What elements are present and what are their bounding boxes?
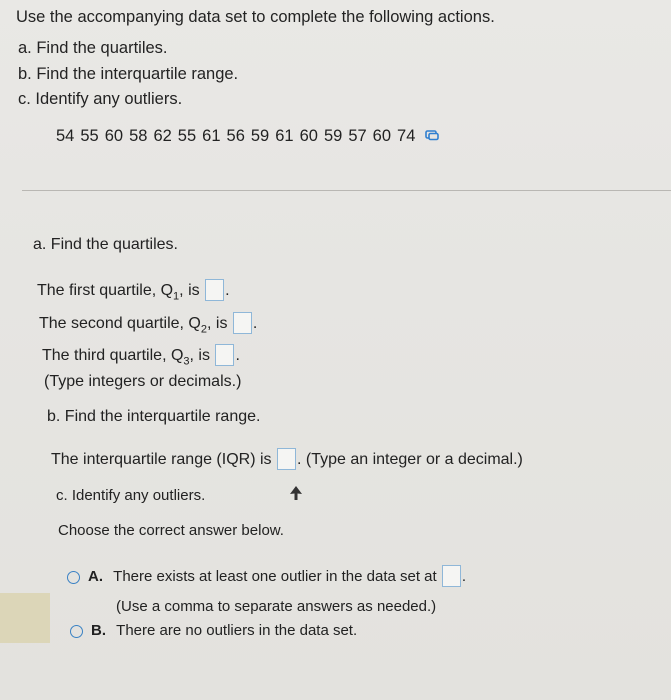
data-value: 55: [80, 127, 99, 145]
data-value: 60: [372, 127, 392, 145]
q2-label-tail: , is: [207, 315, 228, 333]
iqr-answer-input[interactable]: [277, 448, 296, 470]
left-highlight: [0, 593, 50, 643]
q1-answer-input[interactable]: [205, 279, 224, 301]
data-value: 62: [153, 127, 172, 145]
option-a-text: There exists at least one outlier in the data set at: [113, 567, 437, 585]
q3-label-tail: , is: [189, 347, 210, 365]
q2-subscript: 2: [200, 323, 207, 336]
q3-subscript: 3: [183, 355, 190, 368]
part-a-hint: (Type integers or decimals.): [44, 373, 242, 390]
q3-period: .: [235, 347, 240, 365]
iqr-hint: (Type an integer or a decimal.): [305, 451, 523, 469]
data-value: 59: [323, 127, 343, 145]
q1-period: .: [225, 282, 230, 300]
instruction-b: b. Find the interquartile range.: [18, 65, 239, 83]
part-c-heading: c. Identify any outliers.: [56, 487, 206, 504]
option-a[interactable]: [67, 566, 466, 588]
data-value: 55: [177, 127, 197, 145]
data-value: 54: [56, 127, 75, 145]
q3-label: The third quartile, Q: [42, 347, 184, 365]
q1-label: The first quartile, Q: [37, 282, 174, 300]
option-a-radio[interactable]: [67, 571, 80, 584]
option-b-text: There are no outliers in the data set.: [116, 622, 358, 639]
q3-answer-input[interactable]: [215, 344, 234, 366]
data-value: 61: [202, 127, 221, 145]
q2-period: .: [252, 315, 258, 333]
option-b-letter: B.: [91, 622, 106, 639]
data-value: 74: [397, 127, 416, 145]
part-b-heading: b. Find the interquartile range.: [47, 408, 261, 425]
data-value: 56: [226, 127, 245, 145]
data-value: 60: [104, 127, 124, 145]
q1-subscript: 1: [173, 290, 180, 303]
iqr-period: .: [296, 451, 302, 469]
instruction-a: a. Find the quartiles.: [18, 39, 168, 57]
option-a-letter: A.: [88, 567, 103, 585]
part-a-heading: a. Find the quartiles.: [33, 236, 178, 253]
mouse-cursor-icon: [290, 486, 302, 505]
q2-row: [39, 313, 257, 335]
option-b[interactable]: [70, 622, 357, 639]
q1-row: [37, 280, 230, 302]
copy-data-icon[interactable]: [425, 127, 439, 146]
data-value: 57: [348, 127, 367, 145]
data-value: 61: [275, 127, 294, 145]
instructions-line: Use the accompanying data set to complete the following actions.: [16, 8, 495, 26]
option-a-hint: (Use a comma to separate answers as needed.): [116, 598, 437, 615]
data-value: 59: [250, 127, 270, 145]
q1-label-tail: , is: [179, 282, 200, 300]
q3-row: [42, 345, 240, 367]
option-b-radio[interactable]: [70, 625, 83, 638]
data-set: [56, 127, 439, 146]
iqr-label: The interquartile range (IQR) is: [51, 451, 272, 469]
outlier-answer-input[interactable]: [442, 565, 461, 587]
data-value: 58: [129, 127, 148, 145]
iqr-row: [51, 449, 523, 471]
instruction-c: c. Identify any outliers.: [18, 90, 183, 108]
option-a-period: .: [461, 567, 467, 585]
q2-label: The second quartile, Q: [39, 315, 201, 333]
data-value: 60: [299, 127, 318, 145]
q2-answer-input[interactable]: [233, 312, 252, 334]
section-divider: [22, 190, 671, 191]
part-c-prompt: Choose the correct answer below.: [58, 522, 284, 539]
